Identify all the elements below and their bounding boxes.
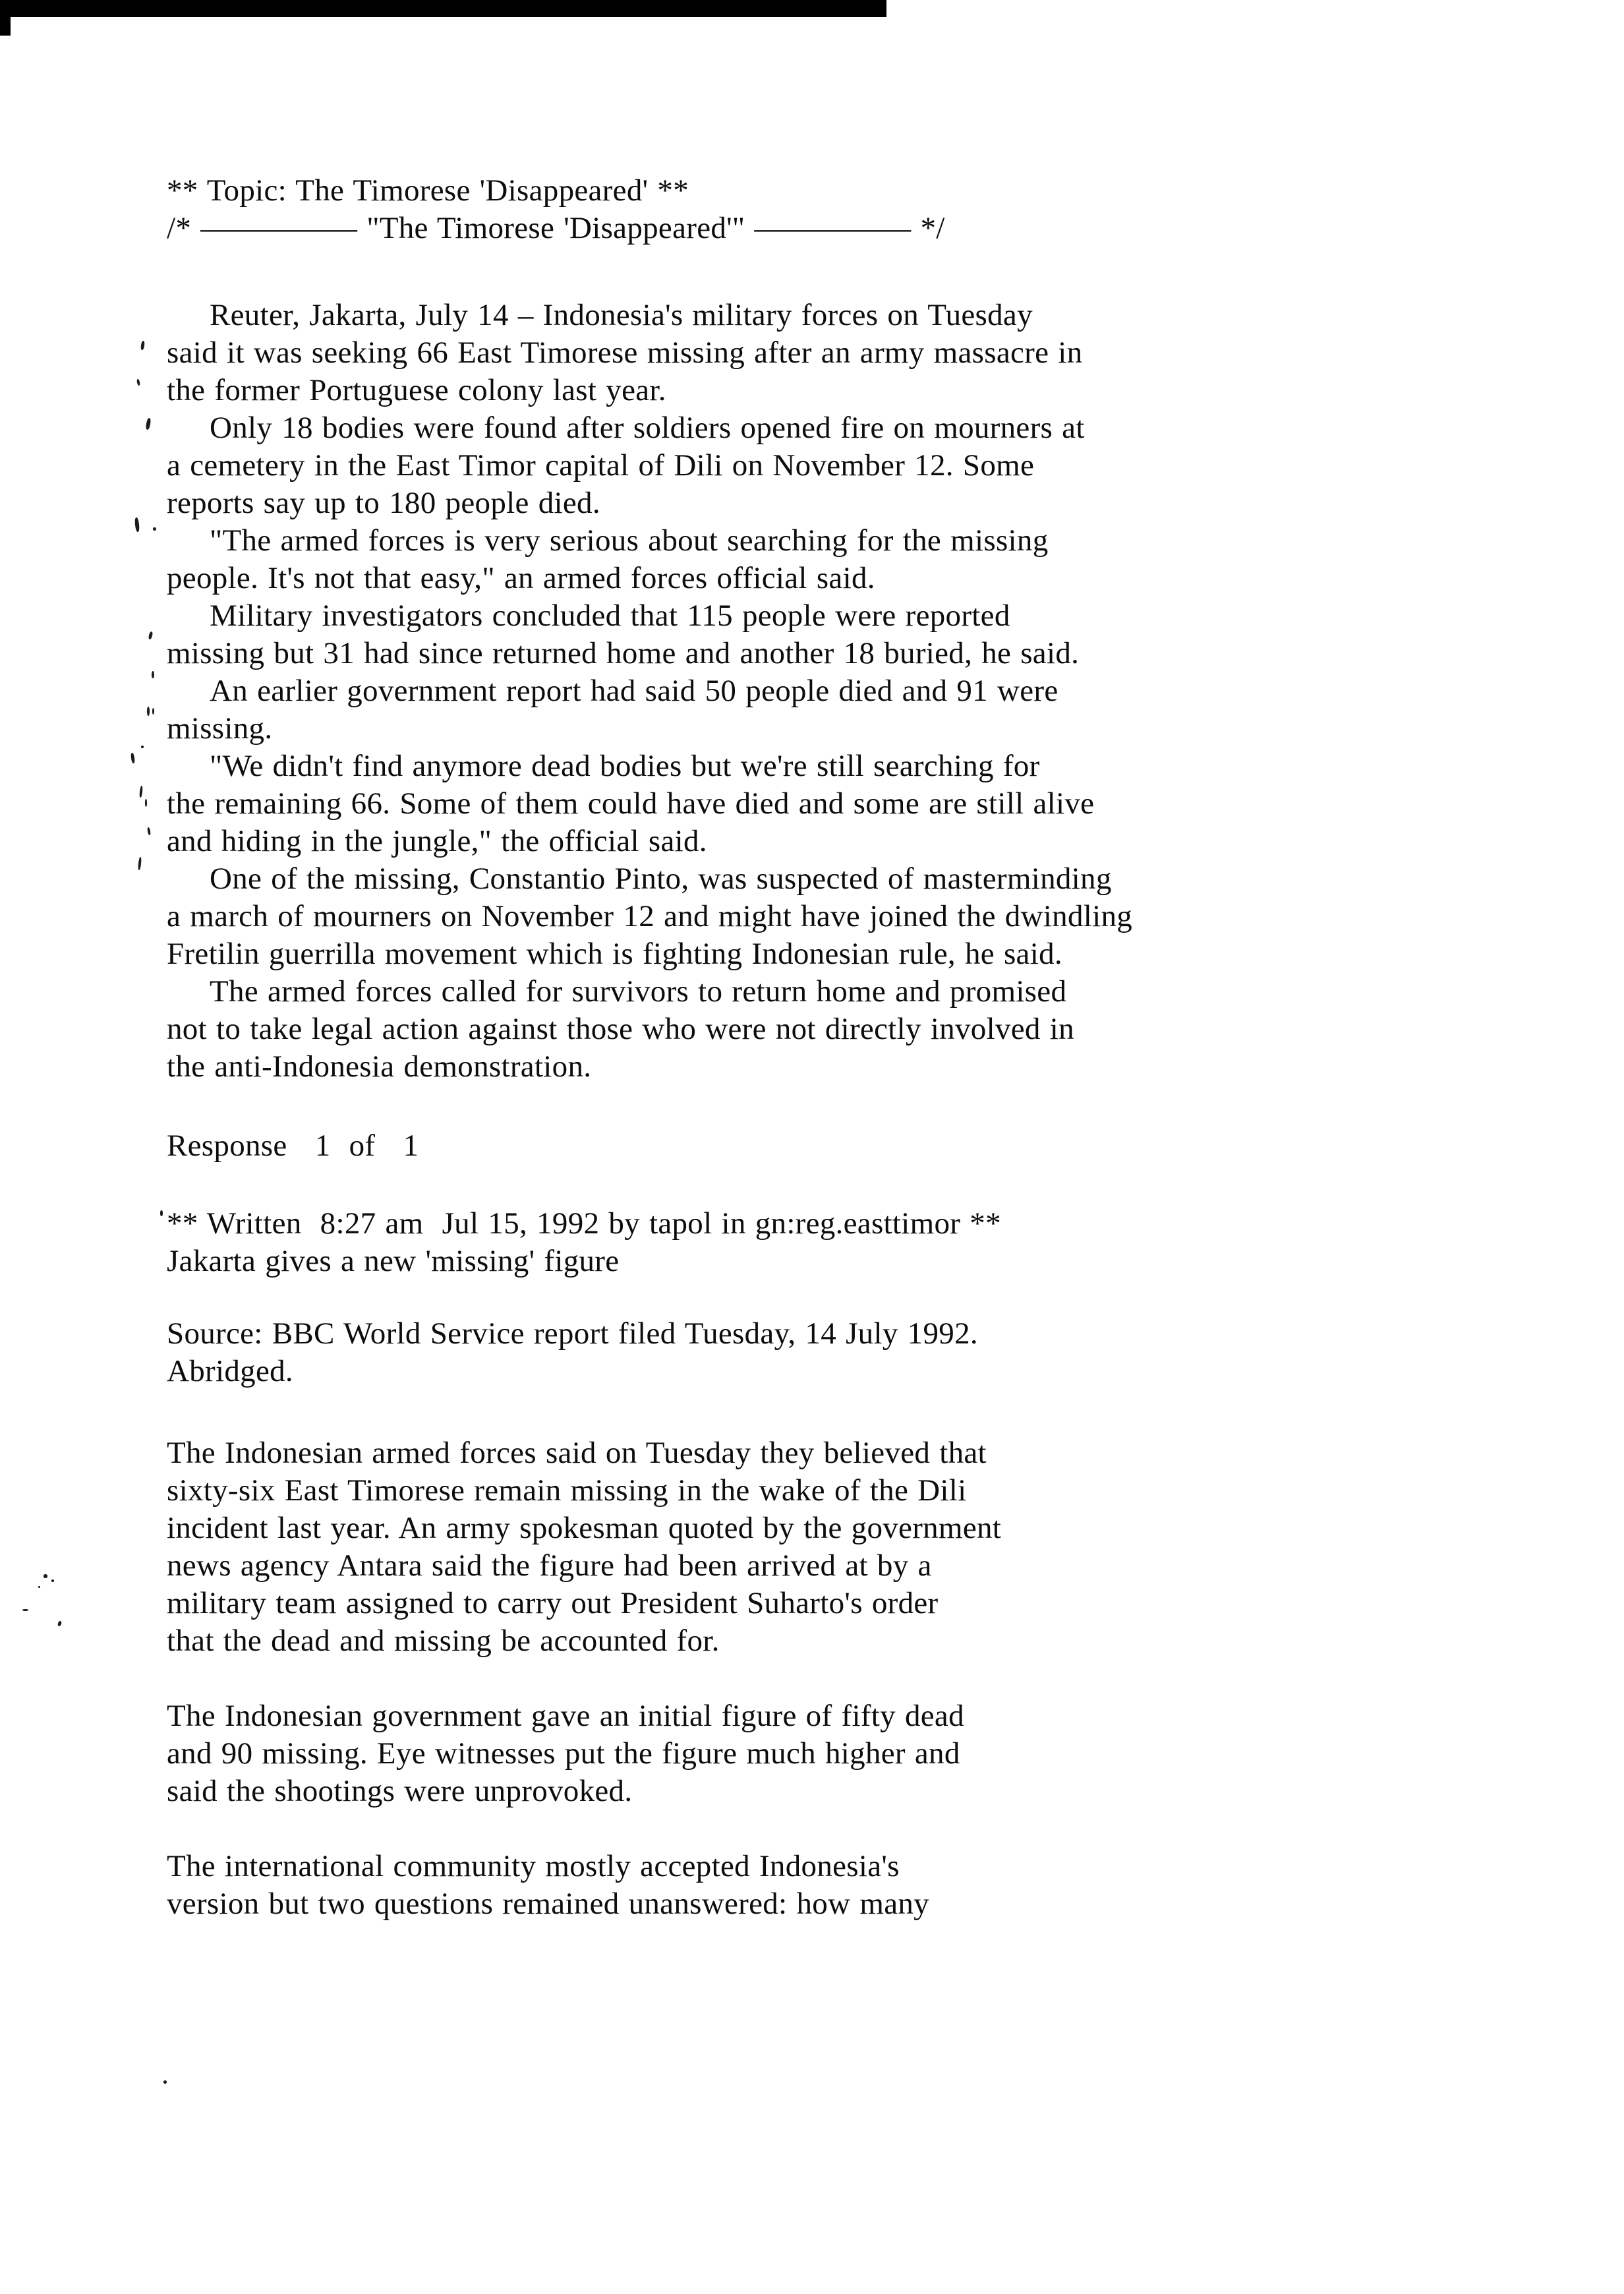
scan-speck (130, 753, 135, 764)
scan-speck (51, 1579, 54, 1582)
scan-speck (148, 632, 154, 640)
scan-speck (57, 1620, 62, 1626)
scan-speck (134, 517, 140, 533)
scan-speck (44, 1574, 47, 1578)
scan-speck (22, 1609, 28, 1611)
story-line: said it was seeking 66 East Timorese missing after an army massacre in (167, 336, 1083, 370)
scan-speck (153, 527, 156, 531)
story-line: a cemetery in the East Timor capital of Dili on November 12. Some (167, 448, 1035, 483)
scan-speck (163, 2080, 167, 2084)
story-line: One of the missing, Constantio Pinto, was suspected of masterminding (210, 862, 1112, 896)
response-count-line: Response 1 of 1 (167, 1129, 419, 1163)
bbc-line: military team assigned to carry out President Suharto's order (167, 1586, 939, 1620)
blank-gap (167, 1165, 1287, 1205)
story-line: the remaining 66. Some of them could have died and some are still alive (167, 786, 1095, 821)
blank-gap (167, 1086, 1287, 1127)
blank-gap (167, 1660, 1287, 1697)
story-line: the former Portuguese colony last year. (167, 373, 666, 407)
scan-edge-bar (0, 0, 886, 17)
blank-gap (167, 247, 1287, 297)
scan-speck (160, 1210, 163, 1216)
story-line: The armed forces called for survivors to return home and promised (210, 974, 1067, 1009)
bbc-line: and 90 missing. Eye witnesses put the figure much higher and (167, 1736, 960, 1771)
bbc-line: incident last year. An army spokesman quoted by the government (167, 1511, 1002, 1545)
bbc-line: sixty-six East Timorese remain missing in the wake of the Dili (167, 1473, 967, 1508)
story-line: "The armed forces is very serious about searching for the missing (210, 523, 1049, 558)
story-line: people. It's not that easy," an armed forces official said. (167, 561, 875, 595)
story-line: and hiding in the jungle," the official said. (167, 824, 707, 858)
topic-header-line: ** Topic: The Timorese 'Disappeared' ** (167, 173, 689, 208)
scan-speck (38, 1586, 40, 1588)
story-line: missing but 31 had since returned home and another 18 buried, he said. (167, 636, 1080, 670)
written-byline: ** Written 8:27 am Jul 15, 1992 by tapol in gn:reg.easttimor ** (167, 1206, 1001, 1241)
scan-speck (145, 418, 151, 430)
scan-speck (139, 786, 143, 798)
scan-speck (147, 707, 150, 716)
story-line: missing. (167, 711, 273, 746)
scan-speck (147, 827, 151, 836)
divider-line: /* –––––––––– "The Timorese 'Disappeared'" –––––––––– */ (167, 211, 945, 245)
story-line: Reuter, Jakarta, July 14 – Indonesia's military forces on Tuesday (210, 298, 1033, 332)
source-line: Source: BBC World Service report filed Tuesday, 14 July 1992. (167, 1316, 978, 1351)
story-line: not to take legal action against those who were not directly involved in (167, 1012, 1074, 1046)
abridged-line: Abridged. (167, 1354, 293, 1388)
bbc-line: The international community mostly accepted Indonesia's (167, 1849, 900, 1883)
bbc-line: The Indonesian government gave an initial figure of fifty dead (167, 1699, 964, 1733)
story-line: reports say up to 180 people died. (167, 486, 600, 520)
story-line: the anti-Indonesia demonstration. (167, 1049, 592, 1084)
bbc-line: said the shootings were unprovoked. (167, 1774, 633, 1808)
story-line: Fretilin guerrilla movement which is fighting Indonesian rule, he said. (167, 937, 1062, 971)
scan-speck (136, 379, 140, 386)
scan-speck (145, 799, 147, 807)
blank-gap (167, 1390, 1287, 1434)
scan-speck (140, 341, 145, 351)
bbc-line: version but two questions remained unanswered: how many (167, 1887, 929, 1921)
story-line: An earlier government report had said 50 people died and 91 were (210, 674, 1058, 708)
scan-edge-nub (0, 0, 11, 36)
scan-speck (152, 671, 154, 678)
document-body (167, 172, 1287, 1923)
scan-speck (152, 708, 154, 715)
bbc-line: news agency Antara said the figure had been arrived at by a (167, 1548, 932, 1583)
blank-gap (167, 1280, 1287, 1315)
story-line: "We didn't find anymore dead bodies but we're still searching for (210, 749, 1040, 783)
scan-speck (141, 746, 144, 748)
bbc-line: The Indonesian armed forces said on Tuesday they believed that (167, 1436, 987, 1470)
bbc-line: that the dead and missing be accounted for. (167, 1624, 720, 1658)
story-line: Military investigators concluded that 115 people were reported (210, 599, 1010, 633)
story-line: a march of mourners on November 12 and might have joined the dwindling (167, 899, 1133, 933)
story-line: Only 18 bodies were found after soldiers opened fire on mourners at (210, 411, 1085, 445)
scan-speck (138, 857, 142, 870)
response-title-line: Jakarta gives a new 'missing' figure (167, 1244, 620, 1278)
blank-gap (167, 1810, 1287, 1848)
